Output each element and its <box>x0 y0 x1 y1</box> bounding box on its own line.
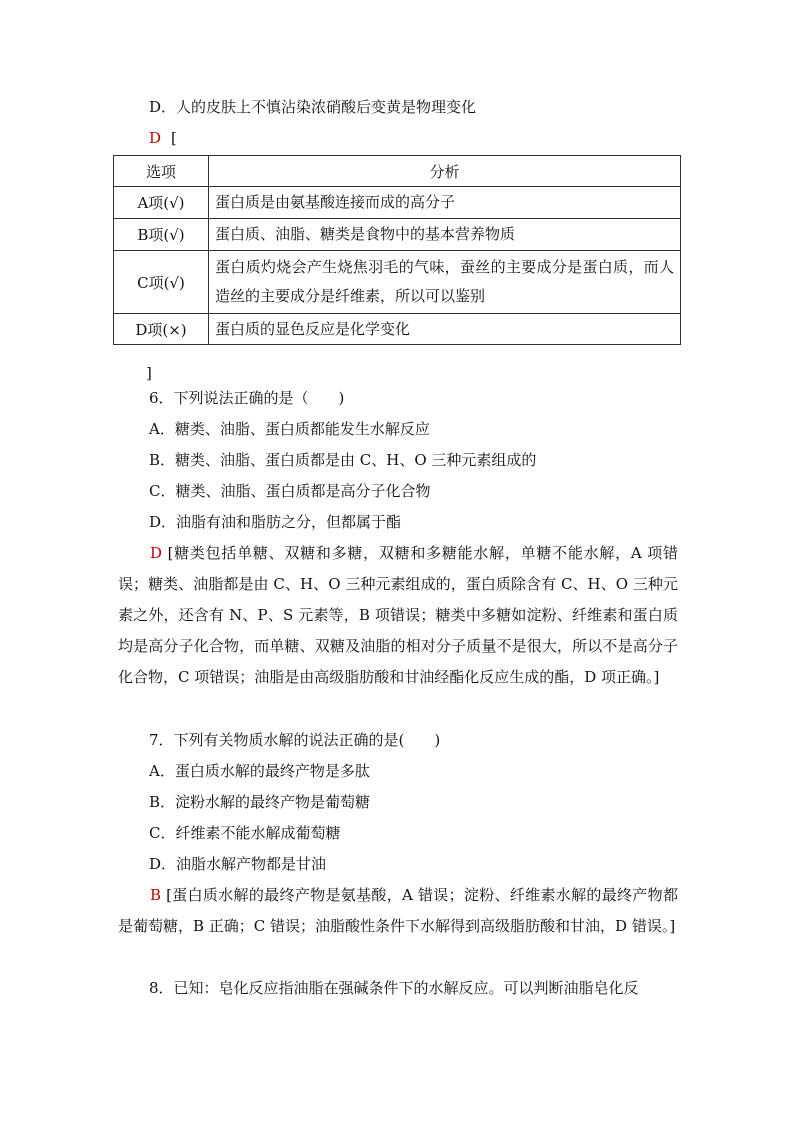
q6-answer-block <box>118 538 678 693</box>
q7-explanation: [蛋白质水解的最终产物是氨基酸，A 错误；淀粉、纤维素水解的最终产物都是葡萄糖，B 正确；C 错误；油脂酸性条件下水解得到高级脂肪酸和甘油，D 错误。] <box>118 886 678 935</box>
q7-option-a: A．蛋白质水解的最终产物是多肽 <box>149 762 370 780</box>
q6-answer: D <box>150 544 163 562</box>
q5-answer-line <box>149 127 177 149</box>
table-row <box>114 314 681 345</box>
table-row <box>114 187 681 219</box>
q7-answer: B <box>150 886 162 904</box>
table-cell-analysis: 蛋白质灼烧会产生烧焦羽毛的气味，蚕丝的主要成分是蛋白质，而人造丝的主要成分是纤维素，所以可以鉴别 <box>209 251 681 314</box>
q7-answer-block <box>118 880 678 942</box>
q5-analysis-table <box>113 155 681 345</box>
table-header-row <box>114 156 681 187</box>
q7-option-c: C．纤维素不能水解成葡萄糖 <box>149 824 341 842</box>
table-row <box>114 219 681 251</box>
q7-option-d: D．油脂水解产物都是甘油 <box>149 855 327 873</box>
q5-answer: D <box>149 129 162 147</box>
table-cell-option: B项(√) <box>114 219 209 251</box>
q7-stem: 7．下列有关物质水解的说法正确的是( ) <box>149 731 441 749</box>
table-header-option: 选项 <box>114 156 209 187</box>
table-cell-analysis: 蛋白质的显色反应是化学变化 <box>209 314 681 345</box>
table-row <box>114 251 681 314</box>
table-cell-option: C项(√) <box>114 251 209 314</box>
q6-option-d: D．油脂有油和脂肪之分，但都属于酯 <box>149 513 402 531</box>
q5-bracket-open: [ <box>171 129 177 147</box>
q6-option-a: A．糖类、油脂、蛋白质都能发生水解反应 <box>149 420 430 438</box>
q7-option-b: B．淀粉水解的最终产物是葡萄糖 <box>149 793 371 811</box>
q6-option-b: B．糖类、油脂、蛋白质都是由 C、H、O 三种元素组成的 <box>149 451 537 469</box>
table-cell-analysis: 蛋白质、油脂、糖类是食物中的基本营养物质 <box>209 219 681 251</box>
q5-option-d: D．人的皮肤上不慎沾染浓硝酸后变黄是物理变化 <box>149 98 477 116</box>
q8-stem: 8．已知：皂化反应指油脂在强碱条件下的水解反应。可以判断油脂皂化反 <box>149 979 639 997</box>
table-cell-option: D项(×) <box>114 314 209 345</box>
q6-option-c: C．糖类、油脂、蛋白质都是高分子化合物 <box>149 482 431 500</box>
table-cell-analysis: 蛋白质是由氨基酸连接而成的高分子 <box>209 187 681 219</box>
q6-stem: 6．下列说法正确的是（ ) <box>149 389 345 407</box>
table-header-analysis: 分析 <box>209 156 681 187</box>
q6-explanation: [糖类包括单糖、双糖和多糖，双糖和多糖能水解，单糖不能水解，A 项错误；糖类、油脂都是由 C、H、O 三种元素组成的，蛋白质除含有 C、H、O 三种元素之外，还含有 N、P、S 元素等，B 项错误；糖类中多糖如淀粉、纤维素和蛋白质均是高分子化合物，而单糖、双糖及油脂的相对分子质量不是很大，所以不是高分子化合物，C 项错误；油脂是由高级脂肪酸和甘油经酯化反应生成的酯，D 项正确。] <box>118 544 678 686</box>
table-cell-option: A项(√) <box>114 187 209 219</box>
q5-bracket-close: ] <box>146 364 152 382</box>
